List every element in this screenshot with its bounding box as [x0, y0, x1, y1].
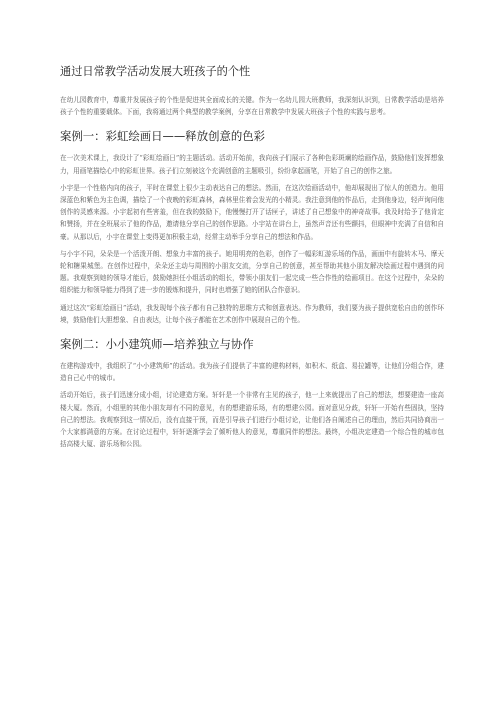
case-one-title: 案例一：彩虹绘画日——释放创意的色彩 — [60, 129, 266, 144]
document-title: 通过日常教学活动发展大班孩子的个性 — [60, 65, 251, 78]
case-two-paragraph-2: 活动开始后，孩子们迅速分成小组，讨论建造方案。轩轩是一个非常有主见的孩子，他一上来就提出了自己的想法，想要建造一座高楼大厦。然而，小组里的其他小朋友却有不同的意见，有的想建游乐场，有的想建公园。面对意见分歧，轩轩一开始有些固执，坚持自己的想法。我观察到这一情况后，没有直接干预，而是引导孩子们进行小组讨论，让他们各自阐述自己的理由，然后共同协商出一个大家都满意的方案。在讨论过程中，轩轩逐渐学会了倾听他人的意见，尊重同伴的想法。最终，小组决定建造一个综合性的城市包括高楼大厦、游乐场和公园。 — [60, 391, 444, 449]
document-page — [60, 64, 444, 450]
case-one-paragraph-3: 与小宇不同，朵朵是一个活泼开朗、想象力丰富的孩子。她用明亮的色彩，创作了一幅彩虹游乐场的作品，画面中有旋转木马、摩天轮和糖果城堡。在创作过程中，朵朵还主动与周围的小朋友交流，分享自己的创意，甚至帮助其他小朋友解决绘画过程中遇到的问题。我观察到她的领导才能后，鼓励她担任小组活动的组长，带领小朋友们一起完成一些合作性的绘画项目。在这个过程中，朵朵的组织能力和领导能力得到了进一步的锻炼和提升，同时也增强了她的团队合作意识。 — [60, 249, 444, 295]
case-one-paragraph-2: 小宇是一个性格内向的孩子，平时在课堂上很少主动表达自己的想法。然而，在这次绘画活动中，他却展现出了惊人的创造力。他用深蓝色和紫色为主色调，描绘了一个夜晚的彩虹森林，森林里住着会发光的小精灵。我注意到他的作品后，走到他身边，轻声询问他创作的灵感来源。小宇起初有些害羞，但在我的鼓励下，他慢慢打开了话匣子，讲述了自己想象中的神奇故事。我及时给予了他肯定和赞扬，并在全班展示了他的作品，邀请他分享自己的创作思路。小宇站在讲台上，虽然声音还有些颤抖，但眼神中充满了自信和自豪。从那以后，小宇在课堂上变得更加积极主动，经常主动举手分享自己的想法和作品。 — [60, 183, 444, 241]
case-two-section — [60, 336, 444, 450]
case-one-paragraph-1: 在一次美术课上，我设计了“彩虹绘画日”的主题活动。活动开始前，我向孩子们展示了各种色彩斑斓的绘画作品，鼓励他们发挥想象力，用画笔描绘心中的彩虹世界。孩子们立刻被这个充满创意的主题吸引，纷纷拿起画笔，开始了自己的创作之旅。 — [60, 154, 444, 175]
case-two-paragraph-1: 在建构游戏中，我组织了“小小建筑师”的活动。我为孩子们提供了丰富的建构材料，如积木、纸盒、易拉罐等，让他们分组合作，建造自己心中的城市。 — [60, 362, 444, 383]
case-one-paragraph-4: 通过这次“彩虹绘画日”活动，我发现每个孩子都有自己独特的思维方式和创意表达。作为教师，我们要为孩子提供宽松自由的创作环境，鼓励他们大胆想象、自由表达，让每个孩子都能在艺术创作中展现自己的个性。 — [60, 303, 444, 324]
case-one-section — [60, 128, 444, 326]
intro-paragraph: 在幼儿园教育中，尊重并发展孩子的个性是促进其全面成长的关键。作为一名幼儿园大班教师，我深刻认识到，日常教学活动是培养孩子个性的重要载体。下面，我将通过两个典型的教学案例，分享在日常教学中发展大班孩子个性的实践与思考。 — [60, 96, 444, 117]
case-two-title: 案例二：小小建筑师—培养独立与协作 — [60, 337, 254, 352]
